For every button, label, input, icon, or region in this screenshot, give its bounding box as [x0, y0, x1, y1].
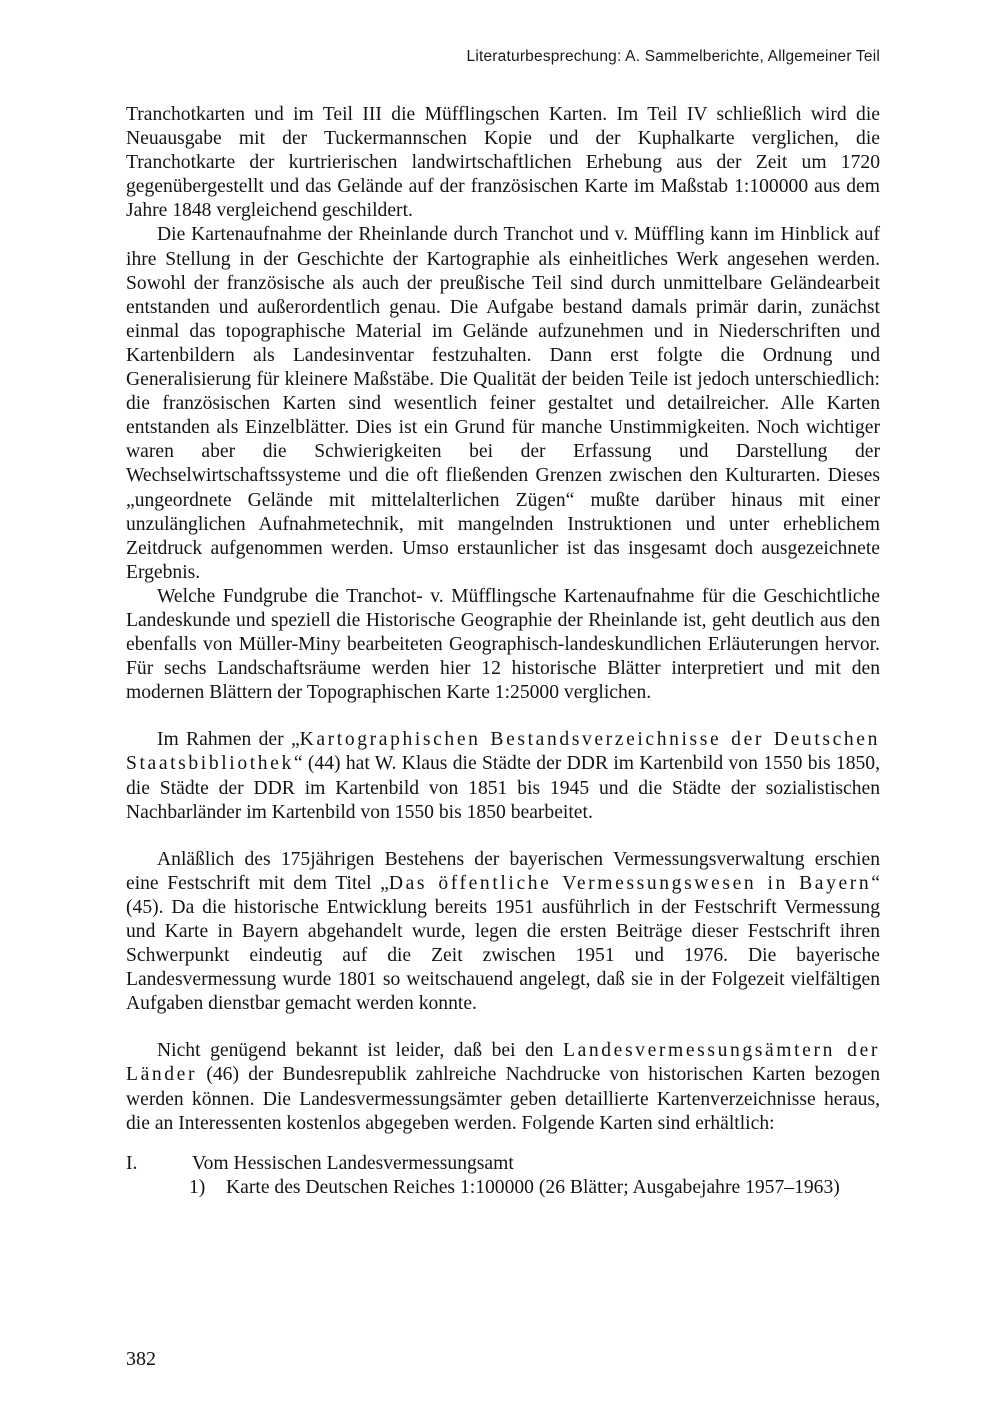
spaced-title: Kartographischen Bestandsverzeichnisse der Deutschen Staatsbibliothek: [126, 729, 880, 775]
text-run: “ (44) hat W. Klaus die Städte der DDR im Kartenbild von 1550 bis 1850, die Städte der DDR im Kartenbild von 1851 bis 1945 und die Städte der sozialistischen Nachbarländer im Kartenbild von 1550 bis 1850 bearbeitet.: [126, 753, 880, 823]
map-list: [126, 1152, 880, 1200]
paragraph-spacer: [126, 825, 880, 848]
list-item-label: Vom Hessischen Landesvermessungsamt: [192, 1152, 514, 1174]
paragraph-landesvermessungsaemter: [126, 1039, 880, 1135]
spaced-term: Landesvermessungsämtern der Länder: [126, 1040, 880, 1086]
text-run: (46) der Bundesrepublik zahlreiche Nachdrucke von historischen Karten bezogen werden können. Die Landesvermessungsämter geben detaillierte Kartenverzeichnisse heraus, die an Interessenten kostenlos abgegeben werden. Folgende Karten sind erhältlich:: [126, 1064, 880, 1134]
page-number: 382: [126, 1348, 156, 1370]
spaced-title: Das öffentliche Vermessungswesen in Bayern: [388, 872, 872, 894]
body-text: [126, 103, 880, 1200]
paragraph-festschrift: [126, 848, 880, 1017]
paragraph-continuation: Tranchotkarten und im Teil III die Müfflingschen Karten. Im Teil IV schließlich wird die Neuausgabe mit der Tuckermannschen Kopie und der Kuphalkarte verglichen, die Tranchotkarte der kurtrierischen landwirtschaftlichen Erhebung aus der Zeit um 1720 gegenübergestellt und das Gelände auf der französischen Karte im Maßstab 1:100000 aus dem Jahre 1848 vergleichend geschildert.: [126, 104, 880, 222]
text-run: Im Rahmen der „: [157, 729, 300, 751]
paragraph-spacer: [126, 1016, 880, 1039]
running-header: Literaturbesprechung: A. Sammelberichte, Allgemeiner Teil: [466, 48, 880, 65]
text-run: “ (45). Da die historische Entwicklung bereits 1951 ausführlich in der Festschrift Vermessung und Karte in Bayern abgehandelt wurde, legen die ersten Beiträge dieser Festschrift ihren Schwerpunkt eindeutig auf die Zeit zwischen 1951 und 1976. Die bayerische Landesvermessung wurde 1801 so weitschauend angelegt, daß sie in der Folgezeit vielfältigen Aufgaben dienstbar gemacht werden konnte.: [126, 872, 880, 1015]
paragraph-fundgrube: Welche Fundgrube die Tranchot- v. Müfflingsche Kartenaufnahme für die Geschichtliche Landeskunde und speziell die Historische Geographie der Rheinlande ist, geht deutlich aus den ebenfalls von Müller-Miny bearbeiteten Geographisch-landeskundlichen Erläuterungen hervor. Für sechs Landschaftsräume werden hier 12 historische Blätter interpretiert und mit den modernen Blättern der Topographischen Karte 1:25000 verglichen.: [126, 585, 880, 704]
paragraph-spacer: [126, 705, 880, 728]
sub-list-item-number: 1): [189, 1176, 206, 1198]
sub-list-item-text: Karte des Deutschen Reiches 1:100000 (26 Blätter; Ausgabejahre 1957–1963): [226, 1176, 840, 1198]
text-run: Nicht genügend bekannt ist leider, daß bei den: [157, 1040, 563, 1062]
paragraph-bestandsverzeichnisse: [126, 728, 880, 824]
paragraph-kartenaufnahme: Die Kartenaufnahme der Rheinlande durch Tranchot und v. Müffling kann im Hinblick auf ihre Stellung in der Geschichte der Kartographie als einheitliches Werk angesehen werden. Sowohl der französische als auch der preußische Teil sind durch unmittelbare Geländearbeit entstanden und außerordentlich genau. Die Aufgabe bestand damals primär darin, zunächst einmal das topographische Material im Gelände aufzunehmen und in Niederschriften und Kartenbildern als Landesinventar festzuhalten. Dann erst folgte die Ordnung und Generalisierung für kleinere Maßstäbe. Die Qualität der beiden Teile ist jedoch unterschiedlich: die französischen Karten sind wesentlich feiner gestaltet und detailreicher. Alle Karten entstanden als Einzelblätter. Dies ist ein Grund für manche Unstimmigkeiten. Noch wichtiger waren aber die Schwierigkeiten bei der Erfassung und Darstellung der Wechselwirtschaftssysteme und die oft fließenden Grenzen zwischen den Kulturarten. Dieses „ungeordnete Gelände mit mittelalterlichen Zügen“ mußte darüber hinaus mit einer unzulänglichen Aufnahmetechnik, mit mangelnden Instruktionen und unter erheblichem Zeitdruck aufgenommen werden. Umso erstaunlicher ist das insgesamt doch ausgezeichnete Ergebnis.: [126, 224, 880, 583]
sub-list-item: [126, 1176, 880, 1200]
text-run: Anläßlich des 175jährigen Bestehens der bayerischen Vermessungsverwaltung erschien eine Festschrift mit dem Titel „: [126, 848, 880, 894]
list-item-number: I.: [126, 1152, 138, 1174]
list-item: [126, 1152, 880, 1176]
